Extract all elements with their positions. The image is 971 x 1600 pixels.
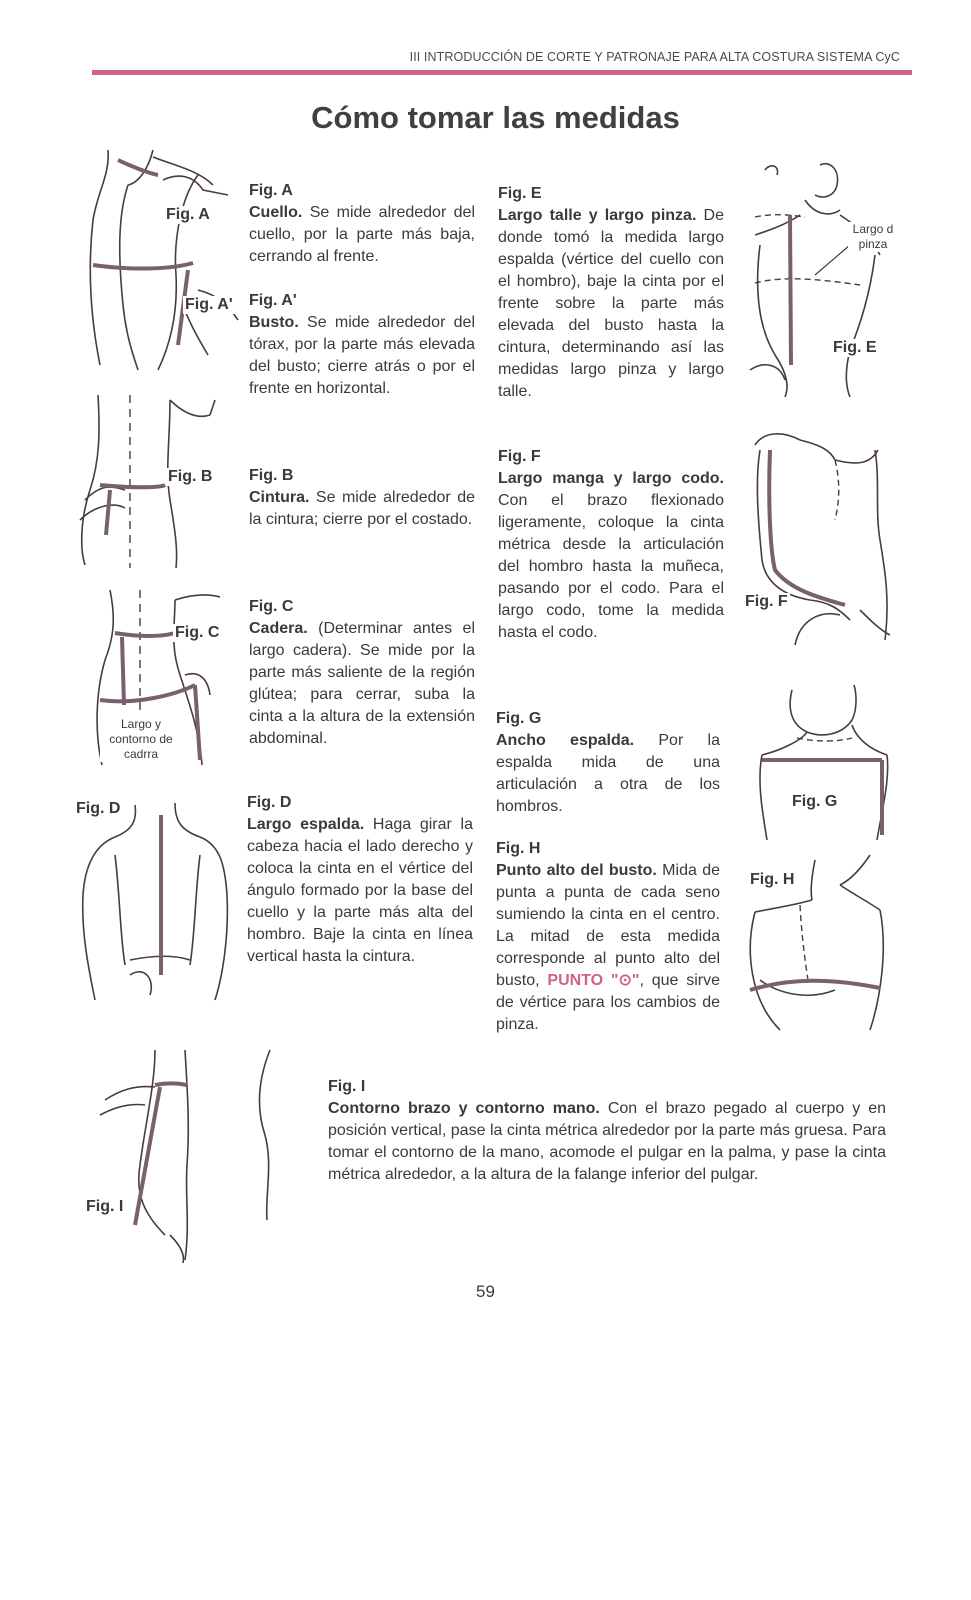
section-g-body: Por la espalda mida de una articulación a otra de los hombros. xyxy=(496,732,721,815)
section-d-fig: Fig. D xyxy=(247,794,292,811)
section-g-term: Ancho espalda. xyxy=(496,732,635,749)
figure-b-label: Fig. B xyxy=(168,468,213,485)
page-number: 59 xyxy=(476,1282,495,1301)
section-h-term: Punto alto del busto. xyxy=(496,862,657,879)
section-f-fig: Fig. F xyxy=(498,448,541,465)
figure-c-caption-line: cadrra xyxy=(123,747,158,761)
section-g-fig: Fig. G xyxy=(496,710,542,727)
section-i xyxy=(328,1076,886,1186)
section-c-body: (Determinar antes el largo cadera). Se mide por la parte más saliente de la región glútea; para cerrar, suba la cinta a la altura de la extensión abdominal. xyxy=(249,620,475,747)
section-a-prime xyxy=(249,290,475,400)
section-h-body-end: , que sirve de vértice para los cambios de pinza. xyxy=(496,972,721,1033)
figure-h-label: Fig. H xyxy=(750,871,795,888)
section-i-body: Con el brazo pegado al cuerpo y en posición vertical, pase la cinta métrica alrededor por la parte más gruesa. Para tomar el contorno de la mano, acomode el pulgar en la palma, y pase la cinta métrica alrededor, a la altura de la falange inferior del pulgar. xyxy=(328,1100,886,1183)
figure-a-prime-label: Fig. A' xyxy=(185,296,233,313)
section-e xyxy=(498,183,724,403)
section-a-term: Cuello. xyxy=(249,204,303,221)
figure-i-arm-hand xyxy=(95,1045,285,1265)
section-d xyxy=(247,792,473,968)
figure-c-caption-line: contorno de xyxy=(109,732,173,746)
figure-e-caption-line: pinza xyxy=(858,237,888,251)
section-f-term: Largo manga y largo codo. xyxy=(498,470,724,487)
section-a-body: Se mide alrededor del cuello, por la parte más baja, cerrando al frente. xyxy=(249,204,475,265)
section-b-body: Se mide alrededor de la cintura; cierre por el costado. xyxy=(249,489,475,528)
section-h-body: Mida de punta a punta de cada seno sumiendo la cinta en el centro. La mitad de esta medida corresponde al punto alto del busto, xyxy=(496,862,720,989)
figure-f-label: Fig. F xyxy=(745,593,788,610)
section-i-term: Contorno brazo y contorno mano. xyxy=(328,1100,600,1117)
section-d-term: Largo espalda. xyxy=(247,816,365,833)
page-title: Cómo tomar las medidas xyxy=(311,100,680,135)
punto-highlight: PUNTO "⊙" xyxy=(547,972,640,989)
figure-d-label: Fig. D xyxy=(76,800,121,817)
figure-c-label: Fig. C xyxy=(175,624,220,641)
section-g xyxy=(496,708,720,818)
figure-f-sleeve-length xyxy=(740,420,895,645)
section-c-fig: Fig. C xyxy=(249,598,294,615)
section-a-prime-body: Se mide alrededor del tórax, por la parte más elevada del busto; cierre atrás o por el frente en horizontal. xyxy=(249,314,475,397)
section-f xyxy=(498,446,724,644)
section-b-fig: Fig. B xyxy=(249,467,294,484)
running-header: III INTRODUCCIÓN DE CORTE Y PATRONAJE PARA ALTA COSTURA SISTEMA CyC xyxy=(409,50,900,64)
section-h xyxy=(496,838,720,1036)
section-h-fig: Fig. H xyxy=(496,840,541,857)
section-i-fig: Fig. I xyxy=(328,1078,366,1095)
figure-a-label: Fig. A xyxy=(166,206,210,223)
section-e-term: Largo talle y largo pinza. xyxy=(498,207,697,224)
section-a xyxy=(249,180,475,268)
figure-d-back-length xyxy=(75,795,235,1005)
section-a-prime-fig: Fig. A' xyxy=(249,292,297,309)
section-d-body: Haga girar la cabeza hacia el lado derecho y coloca la cinta en el vértice del ángulo formado por la base del cuello y la parte más alta del hombro. Baje la cinta en línea vertical hasta la cintura. xyxy=(247,816,474,965)
figure-i-label: Fig. I xyxy=(86,1198,124,1215)
figure-c-caption xyxy=(100,717,182,762)
section-e-fig: Fig. E xyxy=(498,185,542,202)
figure-e-caption-line: Largo d xyxy=(852,222,894,236)
section-a-fig: Fig. A xyxy=(249,182,293,199)
figure-g-label: Fig. G xyxy=(792,793,838,810)
figure-e-caption xyxy=(848,222,898,252)
figure-e-label: Fig. E xyxy=(833,339,877,356)
section-b-term: Cintura. xyxy=(249,489,310,506)
section-a-prime-term: Busto. xyxy=(249,314,299,331)
figure-c-caption-line: Largo y xyxy=(120,717,162,731)
section-b xyxy=(249,465,475,531)
section-e-body: De donde tomó la medida largo espalda (vértice del cuello con el hombro), baje la cinta por el frente sobre la parte más elevada del busto hasta la cintura, determinando así las medidas largo pinza y largo talle. xyxy=(498,207,725,400)
figure-e-bodice-length xyxy=(745,155,895,400)
figure-g-back-width xyxy=(742,680,892,840)
header-rule xyxy=(92,70,912,75)
section-c xyxy=(249,596,475,750)
section-c-term: Cadera. xyxy=(249,620,308,637)
section-f-body: Con el brazo flexionado ligeramente, coloque la cinta métrica desde la articulación del hombro hasta la muñeca, pasando por el codo. Para el largo codo, tome la medida hasta el codo. xyxy=(498,492,724,641)
figure-a-neck-bust xyxy=(78,145,243,375)
